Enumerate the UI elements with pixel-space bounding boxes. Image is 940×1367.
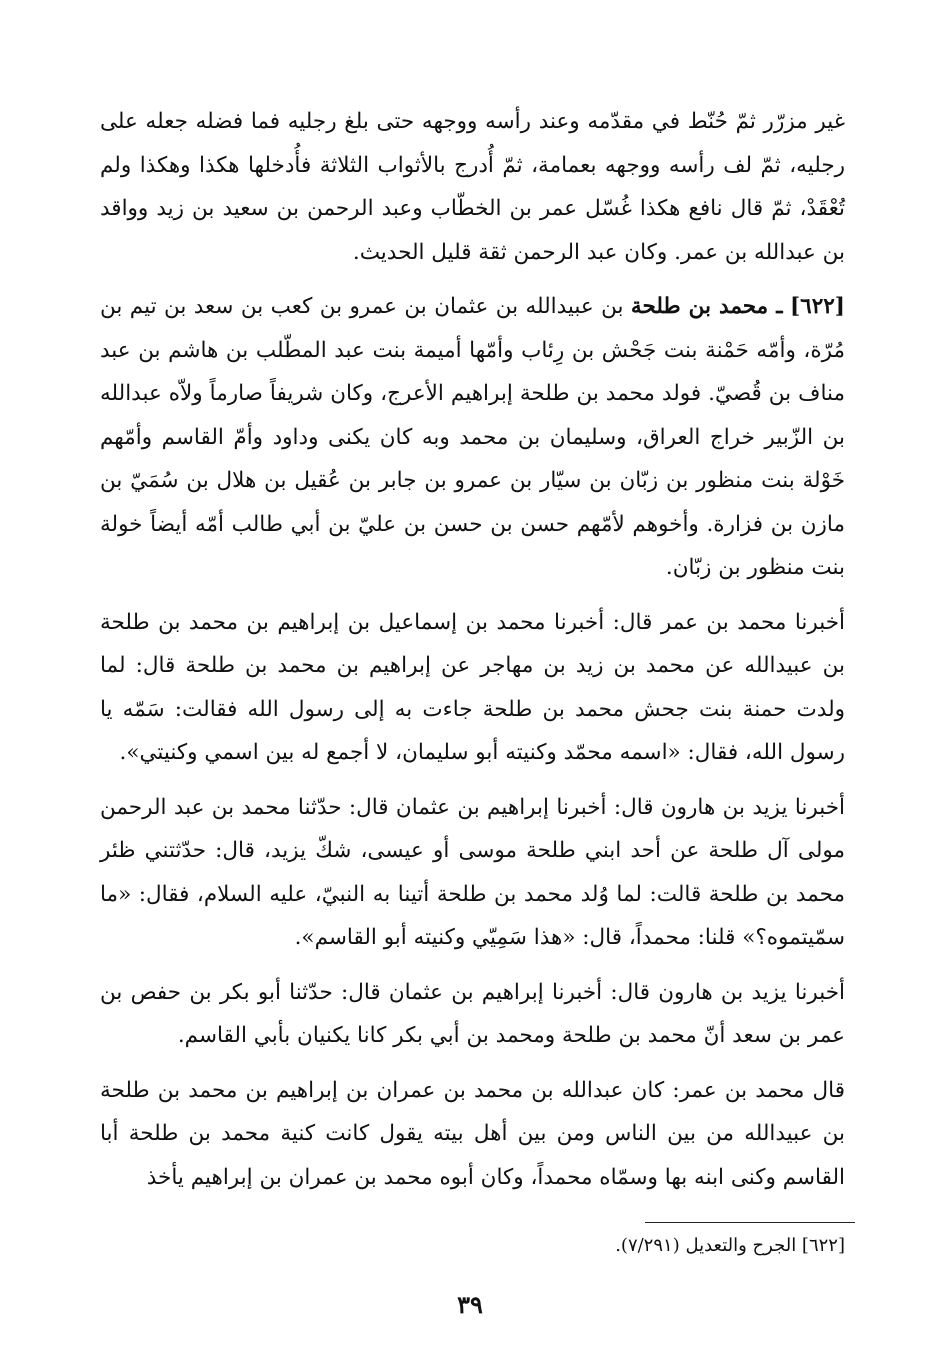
footnote-divider <box>645 1222 855 1223</box>
page-number: ٣٩ <box>457 1290 483 1319</box>
entry-text: بن عبيدالله بن عثمان بن عمرو بن كعب بن سعد بن تيم بن مُرّة، وأمّه حَمْنة بنت جَحْش بن رِئاب وأمّها أميمة بنت عبد المطّلب بن هاشم بن عبد مناف بن قُصيّ. فولد محمد بن طلحة إبراهيم الأعرج، وكان شريفاً صارماً ولاّه عبدالله بن الزّبير خراج العراق، وسليمان بن محمد وبه كان يكنى وداود وأمّ القاسم وأمّهم خَوْلة بنت منظور بن زبّان بن سيّار بن عمرو بن جابر بن عُقيل بن هلال بن سُمَيّ بن مازن بن فزارة. وأخوهم لأمّهم حسن بن حسن بن عليّ بن أبي طالب أمّه أيضاً خولة بنت منظور بن زبّان. <box>100 294 845 580</box>
paragraph-6: قال محمد بن عمر: كان عبدالله بن محمد بن عمران بن إبراهيم بن محمد بن طلحة بن عبيدالله من بين الناس ومن بين أهل بيته يقول كانت كنية محمد بن طلحة أبا القاسم وكنى ابنه بها وسمّاه محمداً، وكان أبوه محمد بن عمران بن إبراهيم يأخذ <box>100 1077 845 1190</box>
paragraph-5: أخبرنا يزيد بن هارون قال: أخبرنا إبراهيم بن عثمان قال: حدّثنا أبو بكر بن حفص بن عمر بن سعد أنّ محمد بن طلحة ومحمد بن أبي بكر كانا يكنيان بأبي القاسم. <box>100 979 845 1048</box>
paragraph-4: أخبرنا يزيد بن هارون قال: أخبرنا إبراهيم بن عثمان قال: حدّثنا محمد بن عبد الرحمن مولى آل طلحة عن أحد ابني طلحة موسى أو عيسى، شكّ يزيد، قال: حدّثتني ظئر محمد بن طلحة قالت: لما وُلد محمد بن طلحة أتينا به النبيّ، عليه السلام، فقال: «ما سمّيتموه؟» قلنا: محمداً، قال: «هذا سَمِيّي وكنيته أبو القاسم». <box>100 794 845 950</box>
entry-number: [٦٢٢] <box>789 294 845 319</box>
entry-name: ـ محمد بن طلحة <box>630 294 783 319</box>
footnote: [٦٢٢] الجرح والتعديل (٧/٢٩١). <box>615 1235 845 1256</box>
paragraph-1: غير مزرّر ثمّ حُنّط في مقدّمه وعند رأسه ووجهه حتى بلغ رجليه فما فضله جعله على رجليه، ثمّ لف رأسه ووجهه بعمامة، ثمّ أُدرج بالأثواب الثلاثة فأُدخلها هكذا وهكذا ولم تُعْقَدْ، ثمّ قال نافع هكذا غُسّل عمر بن الخطّاب وعبد الرحمن بن سعيد بن زيد وواقد بن عبدالله بن عمر. وكان عبد الرحمن ثقة قليل الحديث. <box>100 109 845 265</box>
biography-entry <box>100 285 845 590</box>
page-body <box>100 100 845 1210</box>
paragraph-3: أخبرنا محمد بن عمر قال: أخبرنا محمد بن إسماعيل بن إبراهيم بن محمد بن طلحة بن عبيدالله عن محمد بن زيد بن مهاجر عن إبراهيم بن محمد بن طلحة قال: لما ولدت حمنة بنت جحش محمد بن طلحة جاءت به إلى رسول الله فقالت: سَمّه يا رسول الله، فقال: «اسمه محمّد وكنيته أبو سليمان، لا أجمع له بين اسمي وكنيتي». <box>100 609 845 765</box>
